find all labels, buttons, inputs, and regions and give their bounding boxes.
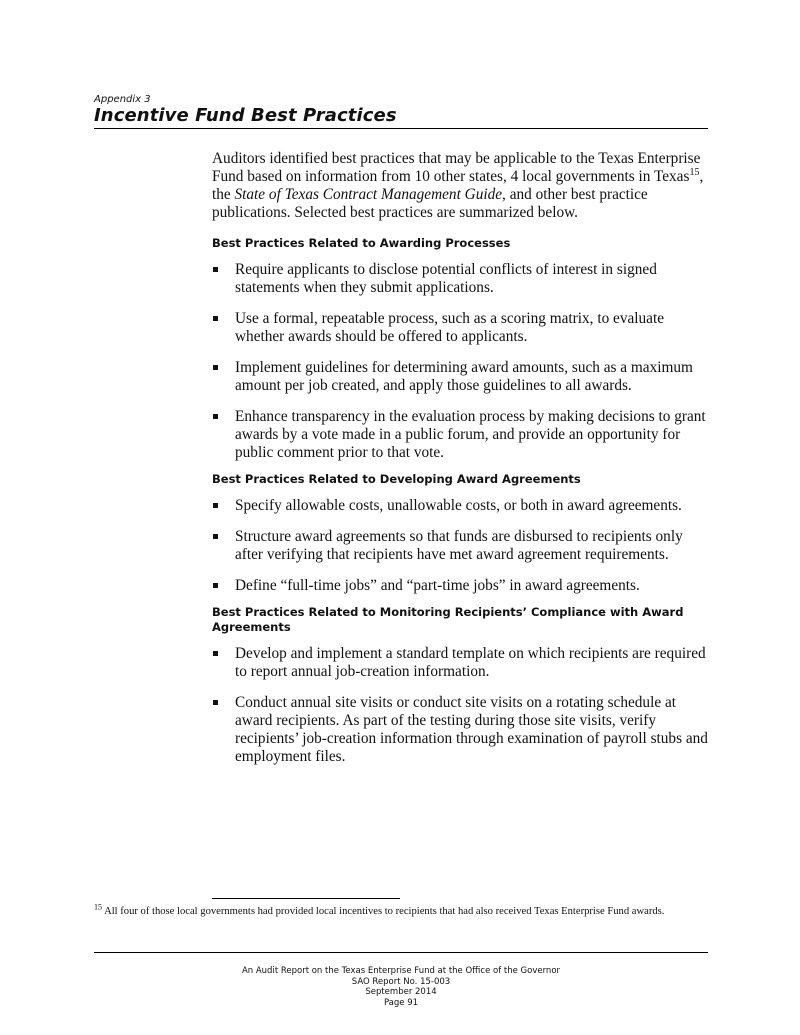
guide-title: State of Texas Contract Management Guide (234, 186, 503, 203)
footer-date: September 2014 (365, 987, 437, 997)
appendix-label: Appendix 3 (94, 94, 151, 105)
intro-text-start: Auditors identified best practices that may be applicable to the Texas Enterprise Fund based on information from 10 other states, 4 local governments in Texas (212, 150, 701, 185)
square-bullet-icon (213, 534, 218, 539)
footnote-number: 15 (94, 902, 102, 912)
square-bullet-icon (213, 414, 218, 419)
section-heading-awarding: Best Practices Related to Awarding Processes (212, 236, 511, 250)
square-bullet-icon (213, 365, 218, 370)
square-bullet-icon (213, 503, 218, 508)
page-title: Incentive Fund Best Practices (94, 105, 397, 126)
square-bullet-icon (213, 583, 218, 588)
intro-text-end: , and other best practice publications. Selected best practices are summarized below. (212, 186, 648, 221)
list-item-text: Develop and implement a standard template on which recipients are required to report annual job-creation information. (235, 645, 706, 680)
list-item-text: Specify allowable costs, unallowable costs, or both in award agreements. (235, 497, 682, 514)
list-item (212, 359, 712, 395)
page-footer (94, 966, 708, 1008)
list-item (212, 645, 712, 681)
list-item (212, 261, 712, 297)
list-item-text: Require applicants to disclose potential conflicts of interest in signed statements when they submit applications. (235, 261, 657, 296)
footer-report-number: SAO Report No. 15-003 (351, 976, 451, 987)
list-item (212, 528, 712, 564)
footer-divider (94, 952, 708, 953)
section-heading-agreements: Best Practices Related to Developing Award Agreements (212, 472, 581, 486)
list-item-text: Structure award agreements so that funds are disbursed to recipients only after verifying that recipients have met award agreement requirements. (235, 528, 683, 563)
list-item (212, 577, 712, 595)
list-item-text: Define “full-time jobs” and “part-time jobs” in award agreements. (235, 577, 640, 594)
list-item (212, 310, 712, 346)
title-divider (94, 128, 708, 129)
footnote (94, 902, 724, 918)
square-bullet-icon (213, 316, 218, 321)
footer-report-title: An Audit Report on the Texas Enterprise Fund at the Office of the Governor (241, 966, 561, 976)
awarding-practices-list (212, 261, 712, 462)
list-item-text: Implement guidelines for determining award amounts, such as a maximum amount per job created, and apply those guidelines to all awards. (235, 359, 693, 394)
square-bullet-icon (213, 651, 218, 656)
main-content (212, 150, 712, 779)
footnote-reference: 15 (689, 166, 700, 178)
monitoring-practices-list (212, 645, 712, 766)
footnote-separator (212, 898, 400, 899)
list-item (212, 694, 712, 766)
square-bullet-icon (213, 267, 218, 272)
list-item (212, 497, 712, 515)
agreement-practices-list (212, 497, 712, 595)
list-item-text: Use a formal, repeatable process, such as a scoring matrix, to evaluate whether awards should be offered to applicants. (235, 310, 664, 345)
intro-paragraph (212, 150, 712, 222)
list-item-text: Enhance transparency in the evaluation process by making decisions to grant awards by a vote made in a public forum, and provide an opportunity for public comment prior to that vote. (235, 408, 706, 461)
list-item-text: Conduct annual site visits or conduct site visits on a rotating schedule at award recipients. As part of the testing during those site visits, verify recipients’ job-creation information through examination of payroll stubs and employment files. (235, 694, 708, 765)
footer-page-number: Page 91 (383, 997, 419, 1008)
intro-text-mid: , the (212, 168, 704, 203)
square-bullet-icon (213, 700, 218, 705)
section-heading-monitoring: Best Practices Related to Monitoring Recipients’ Compliance with Award Agreements (212, 605, 684, 634)
footnote-text: All four of those local governments had provided local incentives to recipients that had also received Texas Enterprise Fund awards. (102, 906, 665, 917)
list-item (212, 408, 712, 462)
